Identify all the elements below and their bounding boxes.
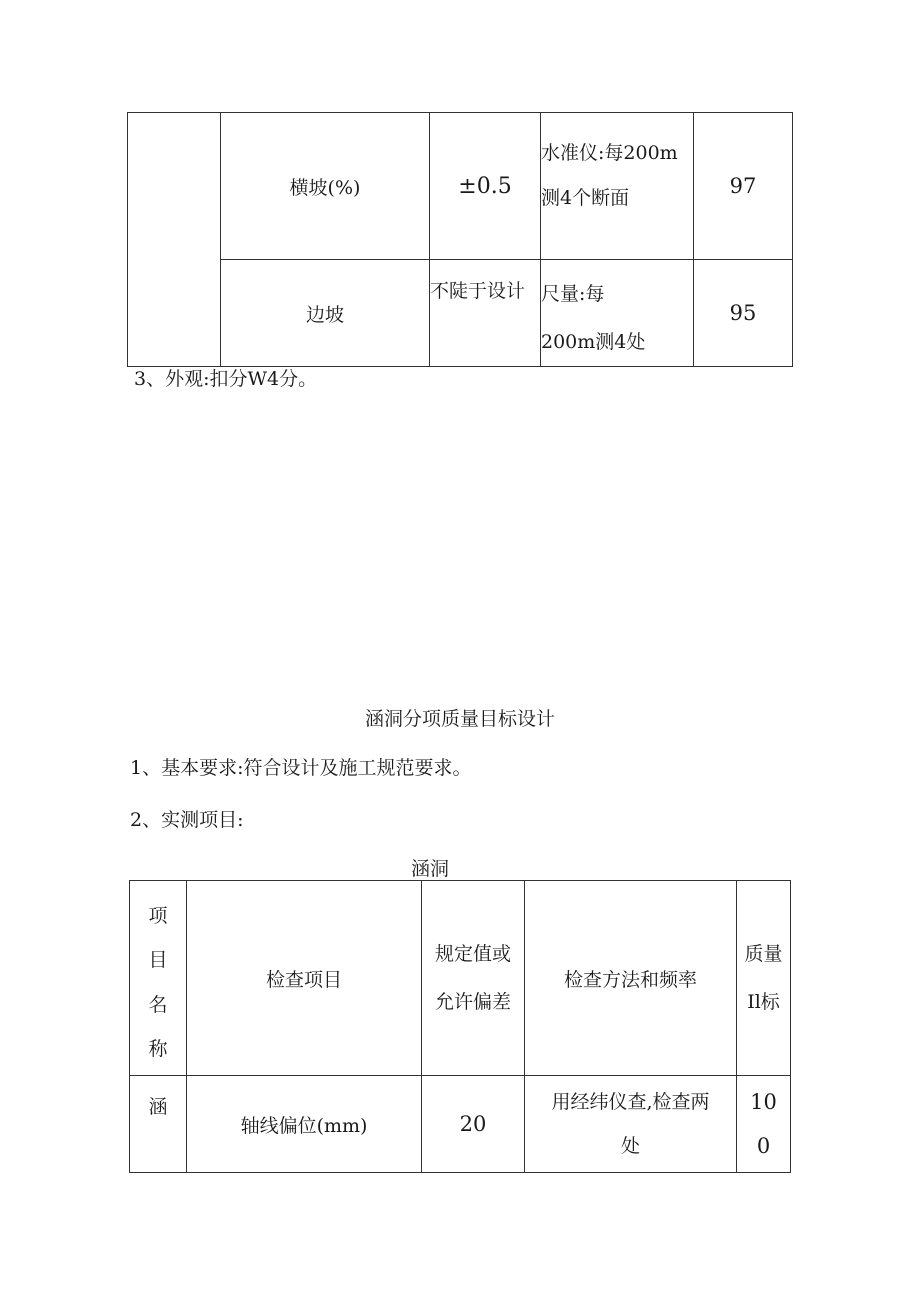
weight-cell: 95 xyxy=(694,260,793,367)
method-line: 测4个断面 xyxy=(541,187,630,209)
method-header: 检查方法和频率 xyxy=(525,881,737,1076)
weight-header-line: 质量 xyxy=(744,943,783,965)
method-cell xyxy=(541,113,694,260)
measured-items-heading: 2、实测项目: xyxy=(130,809,244,831)
method-line: 水准仪:每200m xyxy=(541,142,678,164)
appearance-note: 3、外观:扣分W4分。 xyxy=(134,368,318,390)
header-char: 目 xyxy=(148,949,168,972)
header-char: 称 xyxy=(148,1037,168,1060)
check-item-cell: 横坡(%) xyxy=(221,113,430,260)
weight-header-line: Il标 xyxy=(747,991,780,1013)
section-title: 涵洞分项质量目标设计 xyxy=(364,708,555,730)
method-line: 用经纬仪查,检查两 xyxy=(551,1091,710,1113)
table-header-row xyxy=(130,881,791,1076)
weight-line: 0 xyxy=(756,1134,771,1158)
tolerance-cell: 20 xyxy=(422,1076,525,1173)
method-cell xyxy=(525,1076,737,1173)
method-line: 200m测4处 xyxy=(541,331,646,353)
project-name-header xyxy=(130,881,187,1076)
spec-header-line: 规定值或 xyxy=(434,943,511,965)
header-char: 名 xyxy=(148,993,168,1016)
method-cell xyxy=(541,260,694,367)
method-line: 处 xyxy=(620,1135,640,1157)
check-item-header: 检查项目 xyxy=(187,881,422,1076)
project-name-cell xyxy=(128,113,221,367)
weight-line: 10 xyxy=(750,1090,777,1114)
table-caption: 涵洞 xyxy=(410,858,449,880)
basic-requirement: 1、基本要求:符合设计及施工规范要求。 xyxy=(130,757,472,779)
weight-cell: 97 xyxy=(694,113,793,260)
quality-table-culvert xyxy=(129,880,791,1173)
table-row xyxy=(128,113,793,260)
table-row xyxy=(128,260,793,367)
spec-header xyxy=(422,881,525,1076)
tolerance-cell: ±0.5 xyxy=(430,113,541,260)
project-name-cell: 涵 xyxy=(130,1076,187,1173)
check-item-cell: 边坡 xyxy=(221,260,430,367)
method-line: 尺量:每 xyxy=(541,283,605,305)
tolerance-cell: 不陡于设计 xyxy=(430,260,541,367)
weight-header xyxy=(737,881,791,1076)
header-char: 项 xyxy=(148,905,168,927)
spec-header-line: 允许偏差 xyxy=(434,991,511,1013)
table-row xyxy=(130,1076,791,1173)
check-item-cell: 轴线偏位(mm) xyxy=(187,1076,422,1173)
quality-table-roadbed xyxy=(127,112,793,367)
weight-cell xyxy=(737,1076,791,1173)
